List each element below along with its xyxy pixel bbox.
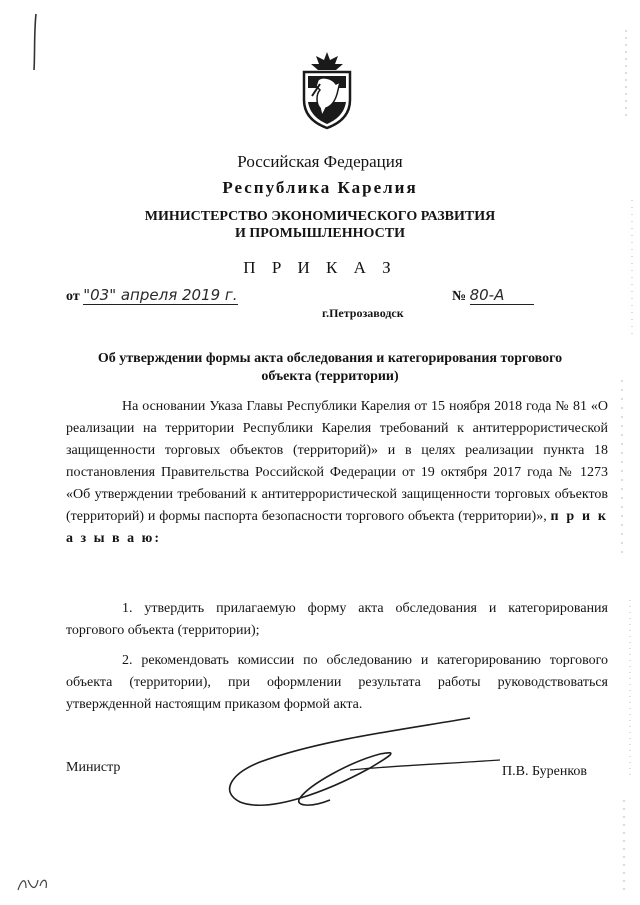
order-number: [452, 286, 534, 305]
ministry-line-2: И ПРОМЫШЛЕННОСТИ: [235, 226, 405, 241]
order-directive: п р и к а з ы в а ю:: [66, 509, 608, 546]
scan-mark-icon: [30, 12, 40, 72]
scan-edge-noise: [612, 0, 640, 905]
number-sign: №: [452, 289, 467, 304]
order-item-1: 1. утвердить прилагаемую форму акта обследования и категорирования торгового объекта (территории);: [66, 601, 608, 638]
ministry-name: [0, 208, 640, 242]
date-prefix: от: [66, 289, 80, 304]
karelia-coat-of-arms-icon: [298, 50, 356, 130]
republic-name: Республика Карелия: [222, 178, 418, 197]
signatory-position: Министр: [66, 760, 121, 775]
number-handwritten: 80-А: [470, 286, 534, 305]
order-city: г.Петрозаводск: [322, 306, 404, 320]
order-heading: П Р И К А З: [243, 258, 397, 277]
paragraph-basis: [66, 396, 608, 550]
order-date: [66, 286, 266, 305]
ministry-line-1: МИНИСТЕРСТВО ЭКОНОМИЧЕСКОГО РАЗВИТИЯ: [144, 209, 496, 224]
handwritten-signature-icon: [200, 710, 530, 820]
date-handwritten: "03" апреля 2019 г.: [83, 286, 238, 304]
order-item-2: 2. рекомендовать комиссии по обследованию и категорированию торгового объекта (территории), при оформлении результата работы руководствоваться утвержденной настоящим приказом формой акта.: [66, 653, 608, 712]
registration-mark-icon: [12, 872, 52, 896]
paragraph-basis-text: На основании Указа Главы Республики Карелия от 15 ноября 2018 года № 81 «О реализации на территории Республики Карелия требований к антитеррористической защищенности торговых объектов (территорий)» и в целях реализации пункта 18 постановления Правительства Российской Федерации от 19 октября 2017 года № 1273 «Об утверждении требований к антитеррористической защищенности торговых объектов (территорий) и формы паспорта безопасности торгового объекта (территории)»,: [66, 399, 608, 524]
document-title: Об утверждении формы акта обследования и категорирования торгового объекта (территории): [97, 351, 563, 384]
signatory-name: П.В. Буренков: [502, 764, 588, 779]
country-name: Российская Федерация: [237, 152, 403, 171]
